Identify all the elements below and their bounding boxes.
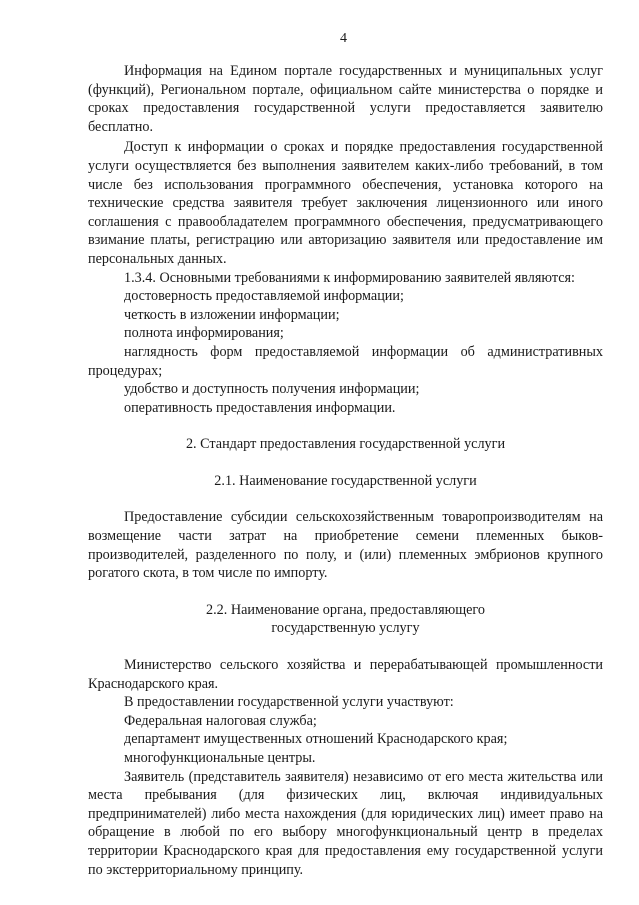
subsection-heading: 2.1. Наименование государственной услуги [214, 472, 477, 489]
requirement-item: оперативность предоставления информации. [124, 399, 396, 416]
requirement-item: полнота информирования; [124, 325, 284, 342]
subsection-heading: государственную услугу [271, 620, 420, 637]
participant-item: департамент имущественных отношений Краснодарского края; [124, 731, 508, 748]
paragraph-ministry: Министерство сельского хозяйства и перерабатывающей промышленности Краснодарского края. [88, 657, 603, 692]
paragraph-info-free: Информация на Едином портале государственных и муниципальных услуг (функций), Региональном портале, официальном сайте министерства о порядке и сроках предоставления государственной услуги предоставляется заявителю бесплатно. [88, 63, 603, 135]
subsection-heading: 2.2. Наименование органа, предоставляющего [206, 601, 485, 618]
page-number: 4 [340, 31, 347, 46]
paragraph-applicant-rights: Заявитель (представитель заявителя) независимо от его места жительства или места пребывания (для физических лиц, включая индивидуальных предпринимателей) либо места нахождения (для юридических лиц) имеет право на обращение в любой по его выбору многофункциональный центр в пределах территории Краснодарского края для предоставления ему государственной услуги по экстерриториальному принципу. [88, 768, 603, 878]
paragraph-service-name: Предоставление субсидии сельскохозяйственным товаропроизводителям на возмещение части затрат на приобретение семени племенных быков-производителей, разделенного по полу, и (или) племенных эмбрионов крупного рогатого скота, в том числе по импорту. [88, 509, 603, 582]
paragraph-requirements-intro: 1.3.4. Основными требованиями к информированию заявителей являются: [124, 269, 575, 286]
participant-item: многофункциональные центры. [124, 750, 316, 766]
document-body [88, 62, 603, 879]
requirement-item: достоверность предоставляемой информации; [124, 288, 404, 305]
participant-item: Федеральная налоговая служба; [124, 712, 317, 729]
paragraph-participants: В предоставлении государственной услуги участвуют: [124, 694, 454, 711]
requirement-item: удобство и доступность получения информации; [124, 381, 420, 398]
requirement-item: наглядность форм предоставляемой информации об административных процедурах; [88, 343, 603, 379]
requirement-item: четкость в изложении информации; [124, 306, 340, 323]
section-heading: 2. Стандарт предоставления государственной услуги [185, 436, 506, 453]
paragraph-access: Доступ к информации о сроках и порядке предоставления государственной услуги осуществляется без выполнения заявителем каких-либо требований, в том числе без использования программного обеспечения, установка которого на технические средства заявителя требует заключения лицензионного или иного соглашения с правообладателем программного обеспечения, предусматривающего взимание платы, регистрацию или авторизацию заявителя или предоставление им персональных данных. [88, 139, 603, 267]
